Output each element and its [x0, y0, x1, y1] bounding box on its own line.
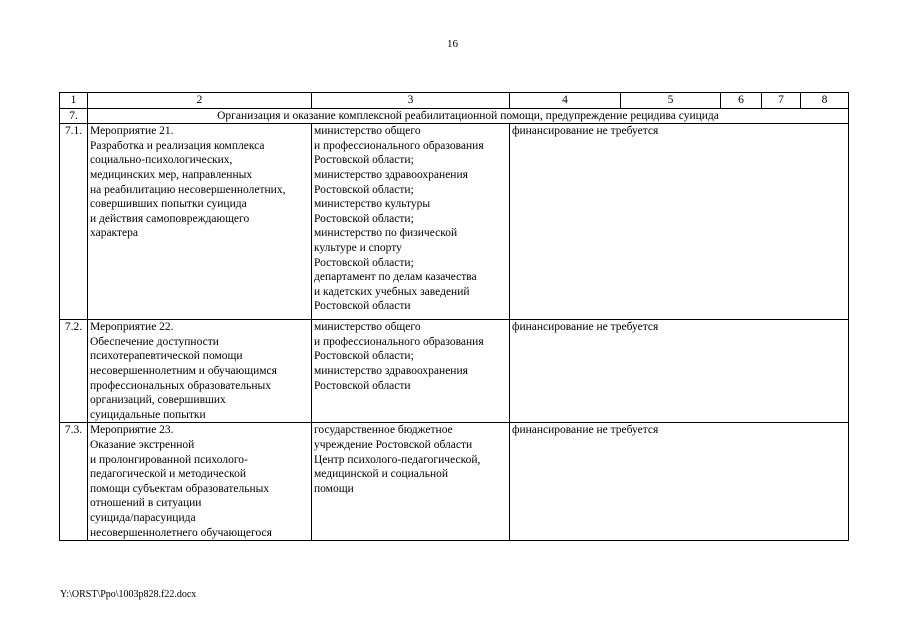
file-path-footer: Y:\ORST\Ppo\1003p828.f22.docx: [60, 589, 197, 600]
column-number: 4: [510, 93, 621, 109]
measure-line: суицида/парасуицида: [90, 511, 196, 524]
measure-cell: [88, 423, 312, 541]
measure-line: Мероприятие 21.: [90, 125, 174, 138]
executor-line: Ростовской области;: [314, 256, 414, 269]
measure-line: на реабилитацию несовершеннолетних,: [90, 183, 286, 196]
executor-cell: [312, 124, 510, 320]
executor-line: Центр психолого-педагогической,: [314, 453, 481, 466]
executor-line: государственное бюджетное: [314, 424, 453, 437]
measure-line: профессиональных образовательных: [90, 379, 271, 392]
executor-line: и профессионального образования: [314, 139, 484, 152]
program-table: [59, 92, 849, 541]
financing-cell: финансирование не требуется: [510, 320, 849, 423]
measure-line: и действия самоповреждающего: [90, 212, 250, 225]
section-title: Организация и оказание комплексной реабилитационной помощи, предупреждение рецидива суицида: [88, 108, 849, 124]
executor-line: министерство здравоохранения: [314, 364, 468, 377]
executor-line: министерство здравоохранения: [314, 168, 468, 181]
executor-line: и кадетских учебных заведений: [314, 285, 470, 298]
measure-line: помощи субъектам образовательных: [90, 482, 270, 495]
financing-cell: финансирование не требуется: [510, 124, 849, 320]
column-number: 5: [621, 93, 721, 109]
page-number: 16: [447, 38, 458, 50]
executor-line: Ростовской области: [314, 379, 411, 392]
executor-line: министерство общего: [314, 125, 421, 138]
column-number: 3: [312, 93, 510, 109]
executor-line: медицинской и социальной: [314, 468, 449, 481]
executor-line: министерство культуры: [314, 198, 431, 211]
executor-line: учреждение Ростовской области: [314, 438, 473, 451]
measure-cell: [88, 124, 312, 320]
executor-line: Ростовской области;: [314, 154, 414, 167]
executor-line: и профессионального образования: [314, 335, 484, 348]
executor-line: министерство по физической: [314, 227, 458, 240]
executor-cell: [312, 320, 510, 423]
executor-cell: [312, 423, 510, 541]
section-number: 7.: [60, 108, 88, 124]
column-number: 6: [721, 93, 762, 109]
row-number: 7.3.: [60, 423, 88, 541]
measure-line: Разработка и реализация комплекса: [90, 139, 265, 152]
measure-line: отношений в ситуации: [90, 497, 202, 510]
measure-line: организаций, совершивших: [90, 394, 226, 407]
measure-line: суицидальные попытки: [90, 408, 206, 421]
section-row: [60, 108, 849, 124]
table-row: [60, 320, 849, 423]
measure-line: совершивших попытки суицида: [90, 198, 247, 211]
measure-line: медицинских мер, направленных: [90, 168, 253, 181]
measure-line: психотерапевтической помощи: [90, 350, 243, 363]
measure-line: педагогической и методической: [90, 468, 247, 481]
column-number: 1: [60, 93, 88, 109]
measure-cell: [88, 320, 312, 423]
executor-line: Ростовской области;: [314, 212, 414, 225]
executor-line: Ростовской области;: [314, 183, 414, 196]
table-row: [60, 124, 849, 320]
measure-line: Мероприятие 23.: [90, 424, 174, 437]
executor-line: культуре и спорту: [314, 241, 402, 254]
measure-line: Оказание экстренной: [90, 438, 195, 451]
executor-line: Ростовской области: [314, 300, 411, 313]
column-number: 8: [801, 93, 849, 109]
column-number: 7: [762, 93, 801, 109]
measure-line: несовершеннолетним и обучающимся: [90, 364, 277, 377]
measure-line: характера: [90, 227, 138, 240]
column-numbers-row: [60, 93, 849, 109]
executor-line: Ростовской области;: [314, 350, 414, 363]
measure-line: социально-психологических,: [90, 154, 233, 167]
row-number: 7.1.: [60, 124, 88, 320]
executor-line: департамент по делам казачества: [314, 271, 477, 284]
executor-line: помощи: [314, 482, 354, 495]
column-number: 2: [88, 93, 312, 109]
row-number: 7.2.: [60, 320, 88, 423]
measure-line: Обеспечение доступности: [90, 335, 219, 348]
table-row: [60, 423, 849, 541]
measure-line: несовершеннолетнего обучающегося: [90, 526, 272, 539]
financing-cell: финансирование не требуется: [510, 423, 849, 541]
measure-line: и пролонгированной психолого-: [90, 453, 248, 466]
measure-line: Мероприятие 22.: [90, 321, 174, 334]
executor-line: министерство общего: [314, 321, 421, 334]
